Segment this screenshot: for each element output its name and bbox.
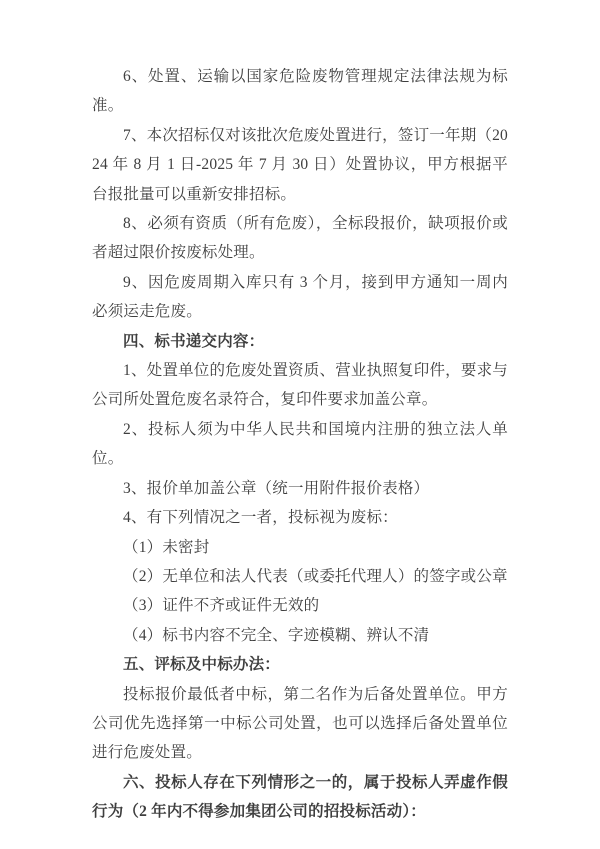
paragraph: 9、因危废周期入库只有 3 个月，接到甲方通知一周内必须运走危废。 — [92, 273, 508, 321]
paragraph: 投标报价最低者中标，第二名作为后备处置单位。甲方公司优先选择第一中标公司处置，也可以选择后备处置单位进行危废处置。 — [92, 685, 508, 762]
paragraph: 7、本次招标仅对该批次危废处置进行，签订一年期（2024 年 8 月 1 日-2025 年 7 月 30 日）处置协议，甲方根据平台报批量可以重新安排招标。 — [92, 126, 508, 203]
paragraph: （4）标书内容不完全、字迹模糊、辨认不清 — [123, 626, 430, 644]
document-body — [92, 62, 508, 827]
section-heading: 六、投标人存在下列情形之一的，属于投标人弄虚作假行为（2 年内不得参加集团公司的招投标活动）： — [92, 773, 508, 821]
paragraph: 2、投标人须为中华人民共和国境内注册的独立法人单位。 — [92, 420, 508, 468]
paragraph: （3）证件不齐或证件无效的 — [123, 597, 320, 615]
paragraph: 8、必须有资质（所有危废），全标段报价，缺项报价或者超过限价按废标处理。 — [92, 215, 508, 262]
paragraph: （1）未密封 — [123, 538, 210, 556]
paragraph: 3、报价单加盖公章（统一用附件报价表格） — [123, 479, 430, 497]
paragraph: 4、有下列情况之一者，投标视为废标： — [123, 509, 398, 527]
section-heading: 五、评标及中标办法： — [123, 656, 281, 674]
paragraph: 1、处置单位的危废处置资质、营业执照复印件，要求与公司所处置危废名录符合，复印件要求加盖公章。 — [92, 362, 508, 409]
section-heading: 四、标书递交内容： — [123, 332, 265, 350]
paragraph: （2）无单位和法人代表（或委托代理人）的签字或公章 — [123, 567, 508, 585]
paragraph: 6、处置、运输以国家危险废物管理规定法律法规为标准。 — [92, 68, 508, 115]
